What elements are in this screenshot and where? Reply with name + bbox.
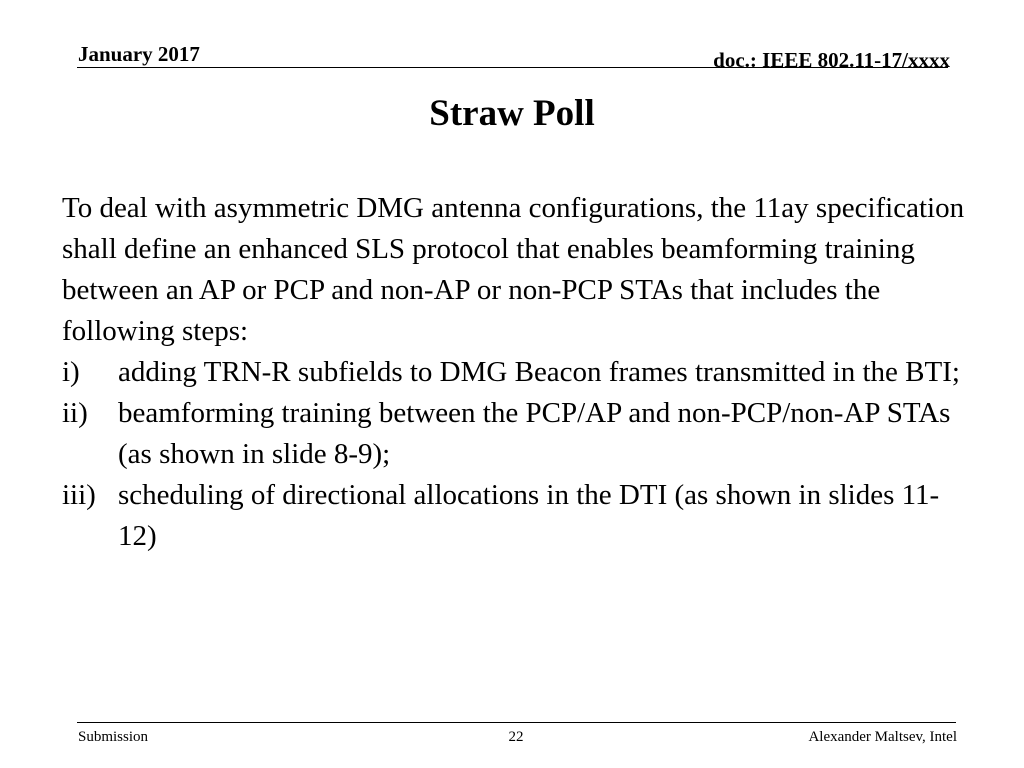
step-text: scheduling of directional allocations in the DTI (as shown in slides 11-12) — [118, 479, 940, 552]
step-number: i) — [62, 356, 80, 388]
step-number: iii) — [62, 479, 96, 511]
list-item — [62, 393, 972, 475]
list-item — [62, 352, 972, 393]
step-text: adding TRN-R subfields to DMG Beacon frames transmitted in the BTI; — [118, 356, 960, 388]
slide-title: Straw Poll — [429, 93, 595, 134]
footer-divider — [77, 722, 956, 723]
footer-author: Alexander Maltsev, Intel — [808, 729, 957, 745]
step-text: beamforming training between the PCP/AP and non-PCP/non-AP STAs (as shown in slide 8-9); — [118, 397, 951, 470]
footer-page-number: 22 — [508, 729, 524, 745]
slide-body — [62, 188, 972, 557]
header-doc-id: doc.: IEEE 802.11-17/xxxx — [713, 48, 950, 72]
header-divider — [77, 67, 948, 68]
list-item — [62, 475, 972, 557]
intro-paragraph: To deal with asymmetric DMG antenna configurations, the 11ay specification shall define an enhanced SLS protocol that enables beamforming training between an AP or PCP and non-AP or non-PCP STAs that includes the following steps: — [62, 192, 965, 347]
footer-submission: Submission — [78, 729, 149, 745]
step-number: ii) — [62, 397, 88, 429]
steps-list — [62, 352, 972, 557]
header-date: January 2017 — [78, 42, 200, 66]
